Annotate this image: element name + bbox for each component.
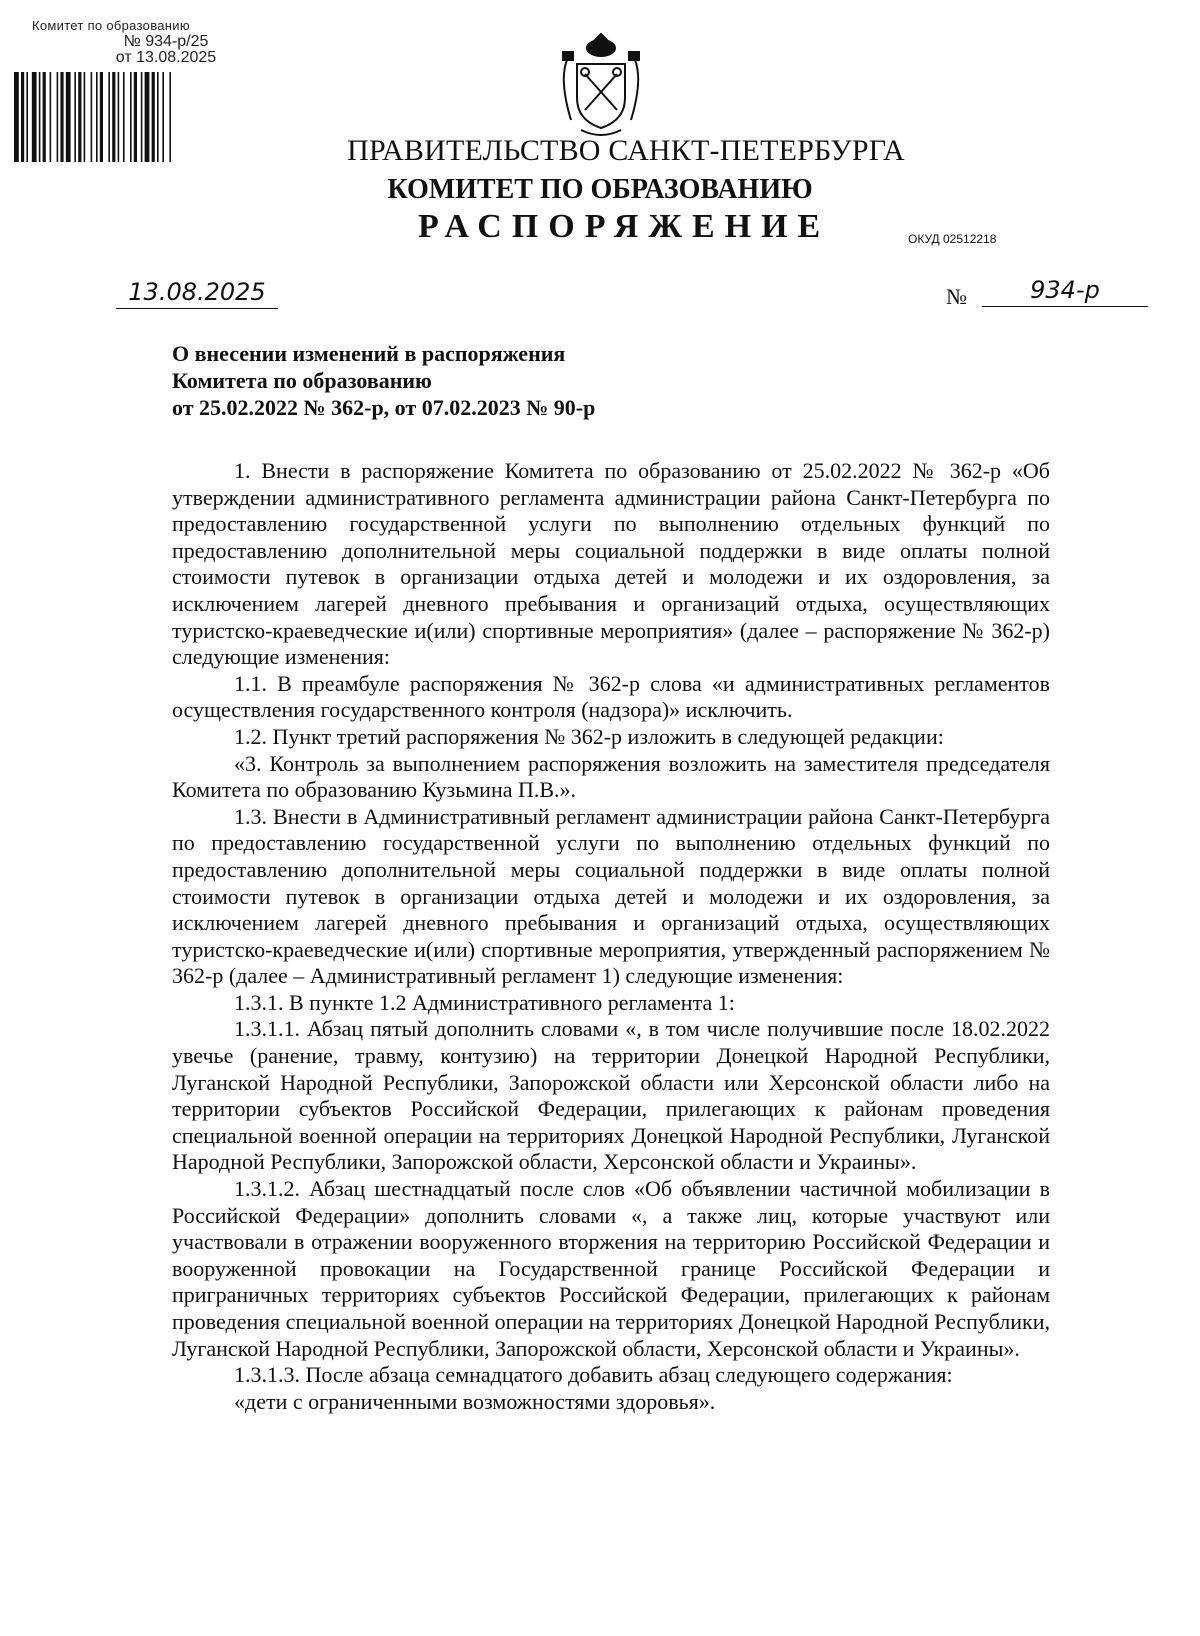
body-paragraph: «дети с ограниченными возможностями здоровья».	[234, 1388, 716, 1414]
subject-line: Комитета по образованию	[172, 368, 432, 393]
document-subject	[172, 340, 595, 421]
body-paragraph: «3. Контроль за выполнением распоряжения возложить на заместителя председателя Комитета по образованию Кузьмина П.В.».	[172, 750, 1050, 803]
body-paragraph: 1.2. Пункт третий распоряжения № 362-р изложить в следующей редакции:	[234, 723, 944, 749]
body-paragraph: 1.3.1. В пункте 1.2 Административного регламента 1:	[234, 989, 735, 1015]
document-type: РАСПОРЯЖЕНИЕ	[418, 208, 831, 245]
body-paragraph: 1.3.1.2. Абзац шестнадцатый после слов «Об объявлении частичной мобилизации в Российской Федерации» дополнить словами «, а также лиц, которые участвуют или участвовали в отражении вооруженного вторжения на территорию Российской Федерации и вооруженной провокации на Государственной границе Российской Федерации и приграничных территориях субъектов Российской Федерации, прилегающих к районам проведения специальной военной операции на территориях Донецкой Народной Республики, Луганской Народной Республики, Запорожской области, Херсонской области и Украины».	[172, 1176, 1050, 1361]
body-paragraph: 1. Внести в распоряжение Комитета по образованию от 25.02.2022 № 362-р «Об утверждении административного регламента администрации района Санкт-Петербурга по предоставлению государственной услуги по выполнению отдельных функций по предоставлению дополнительной меры социальной поддержки в виде оплаты полной стоимости путевок в организации отдыха детей и молодежи и их оздоровления, за исключением лагерей дневного пребывания и организаций отдыха, осуществляющих туристско-краеведческие и(или) спортивные мероприятия» (далее – распоряжение № 362-р) следующие изменения:	[172, 458, 1050, 670]
stamp-org: Комитет по образованию	[32, 18, 190, 33]
okud-code: ОКУД 02512218	[908, 232, 997, 246]
document-body	[172, 458, 1050, 1415]
subject-line: от 25.02.2022 № 362-р, от 07.02.2023 № 90-р	[172, 395, 596, 420]
committee-title: КОМИТЕТ ПО ОБРАЗОВАНИЮ	[387, 174, 813, 205]
coat-of-arms-icon	[555, 30, 647, 140]
body-paragraph: 1.3.1.3. После абзаца семнадцатого добавить абзац следующего содержания:	[234, 1362, 953, 1388]
stamp-number: № 934-р/25	[123, 33, 209, 50]
government-title: ПРАВИТЕЛЬСТВО САНКТ-ПЕТЕРБУРГА	[347, 134, 905, 167]
subject-line: О внесении изменений в распоряжения	[172, 341, 566, 366]
number-label: №	[946, 284, 967, 309]
handwritten-number: 934-р	[982, 276, 1148, 307]
body-paragraph: 1.1. В преамбуле распоряжения № 362-р слова «и административных регламентов осуществления государственного контроля (надзора)» исключить.	[172, 670, 1050, 723]
stamp-date: от 13.08.2025	[115, 49, 217, 66]
body-paragraph: 1.3. Внести в Административный регламент администрации района Санкт-Петербурга по предоставлению государственной услуги по выполнению отдельных функций по предоставлению дополнительной меры социальной поддержки в виде оплаты полной стоимости путевок в организации отдыха детей и молодежи и их оздоровления, за исключением лагерей дневного пребывания и организаций отдыха, осуществляющих туристско-краеведческие и(или) спортивные мероприятия, утвержденный распоряжением № 362-р (далее – Административный регламент 1) следующие изменения:	[172, 803, 1050, 989]
registration-stamp	[22, 18, 270, 66]
handwritten-date: 13.08.2025	[116, 278, 278, 309]
body-paragraph: 1.3.1.1. Абзац пятый дополнить словами «, в том числе получившие после 18.02.2022 увечье (ранение, травму, контузию) на территории Донецкой Народной Республики, Луганской Народной Республики, Запорожской области или Херсонской области либо на территории субъектов Российской Федерации, прилегающих к районам проведения специальной военной операции на территориях Донецкой Народной Республики, Луганской Народной Республики, Запорожской области, Херсонской области и Украины».	[172, 1016, 1050, 1175]
